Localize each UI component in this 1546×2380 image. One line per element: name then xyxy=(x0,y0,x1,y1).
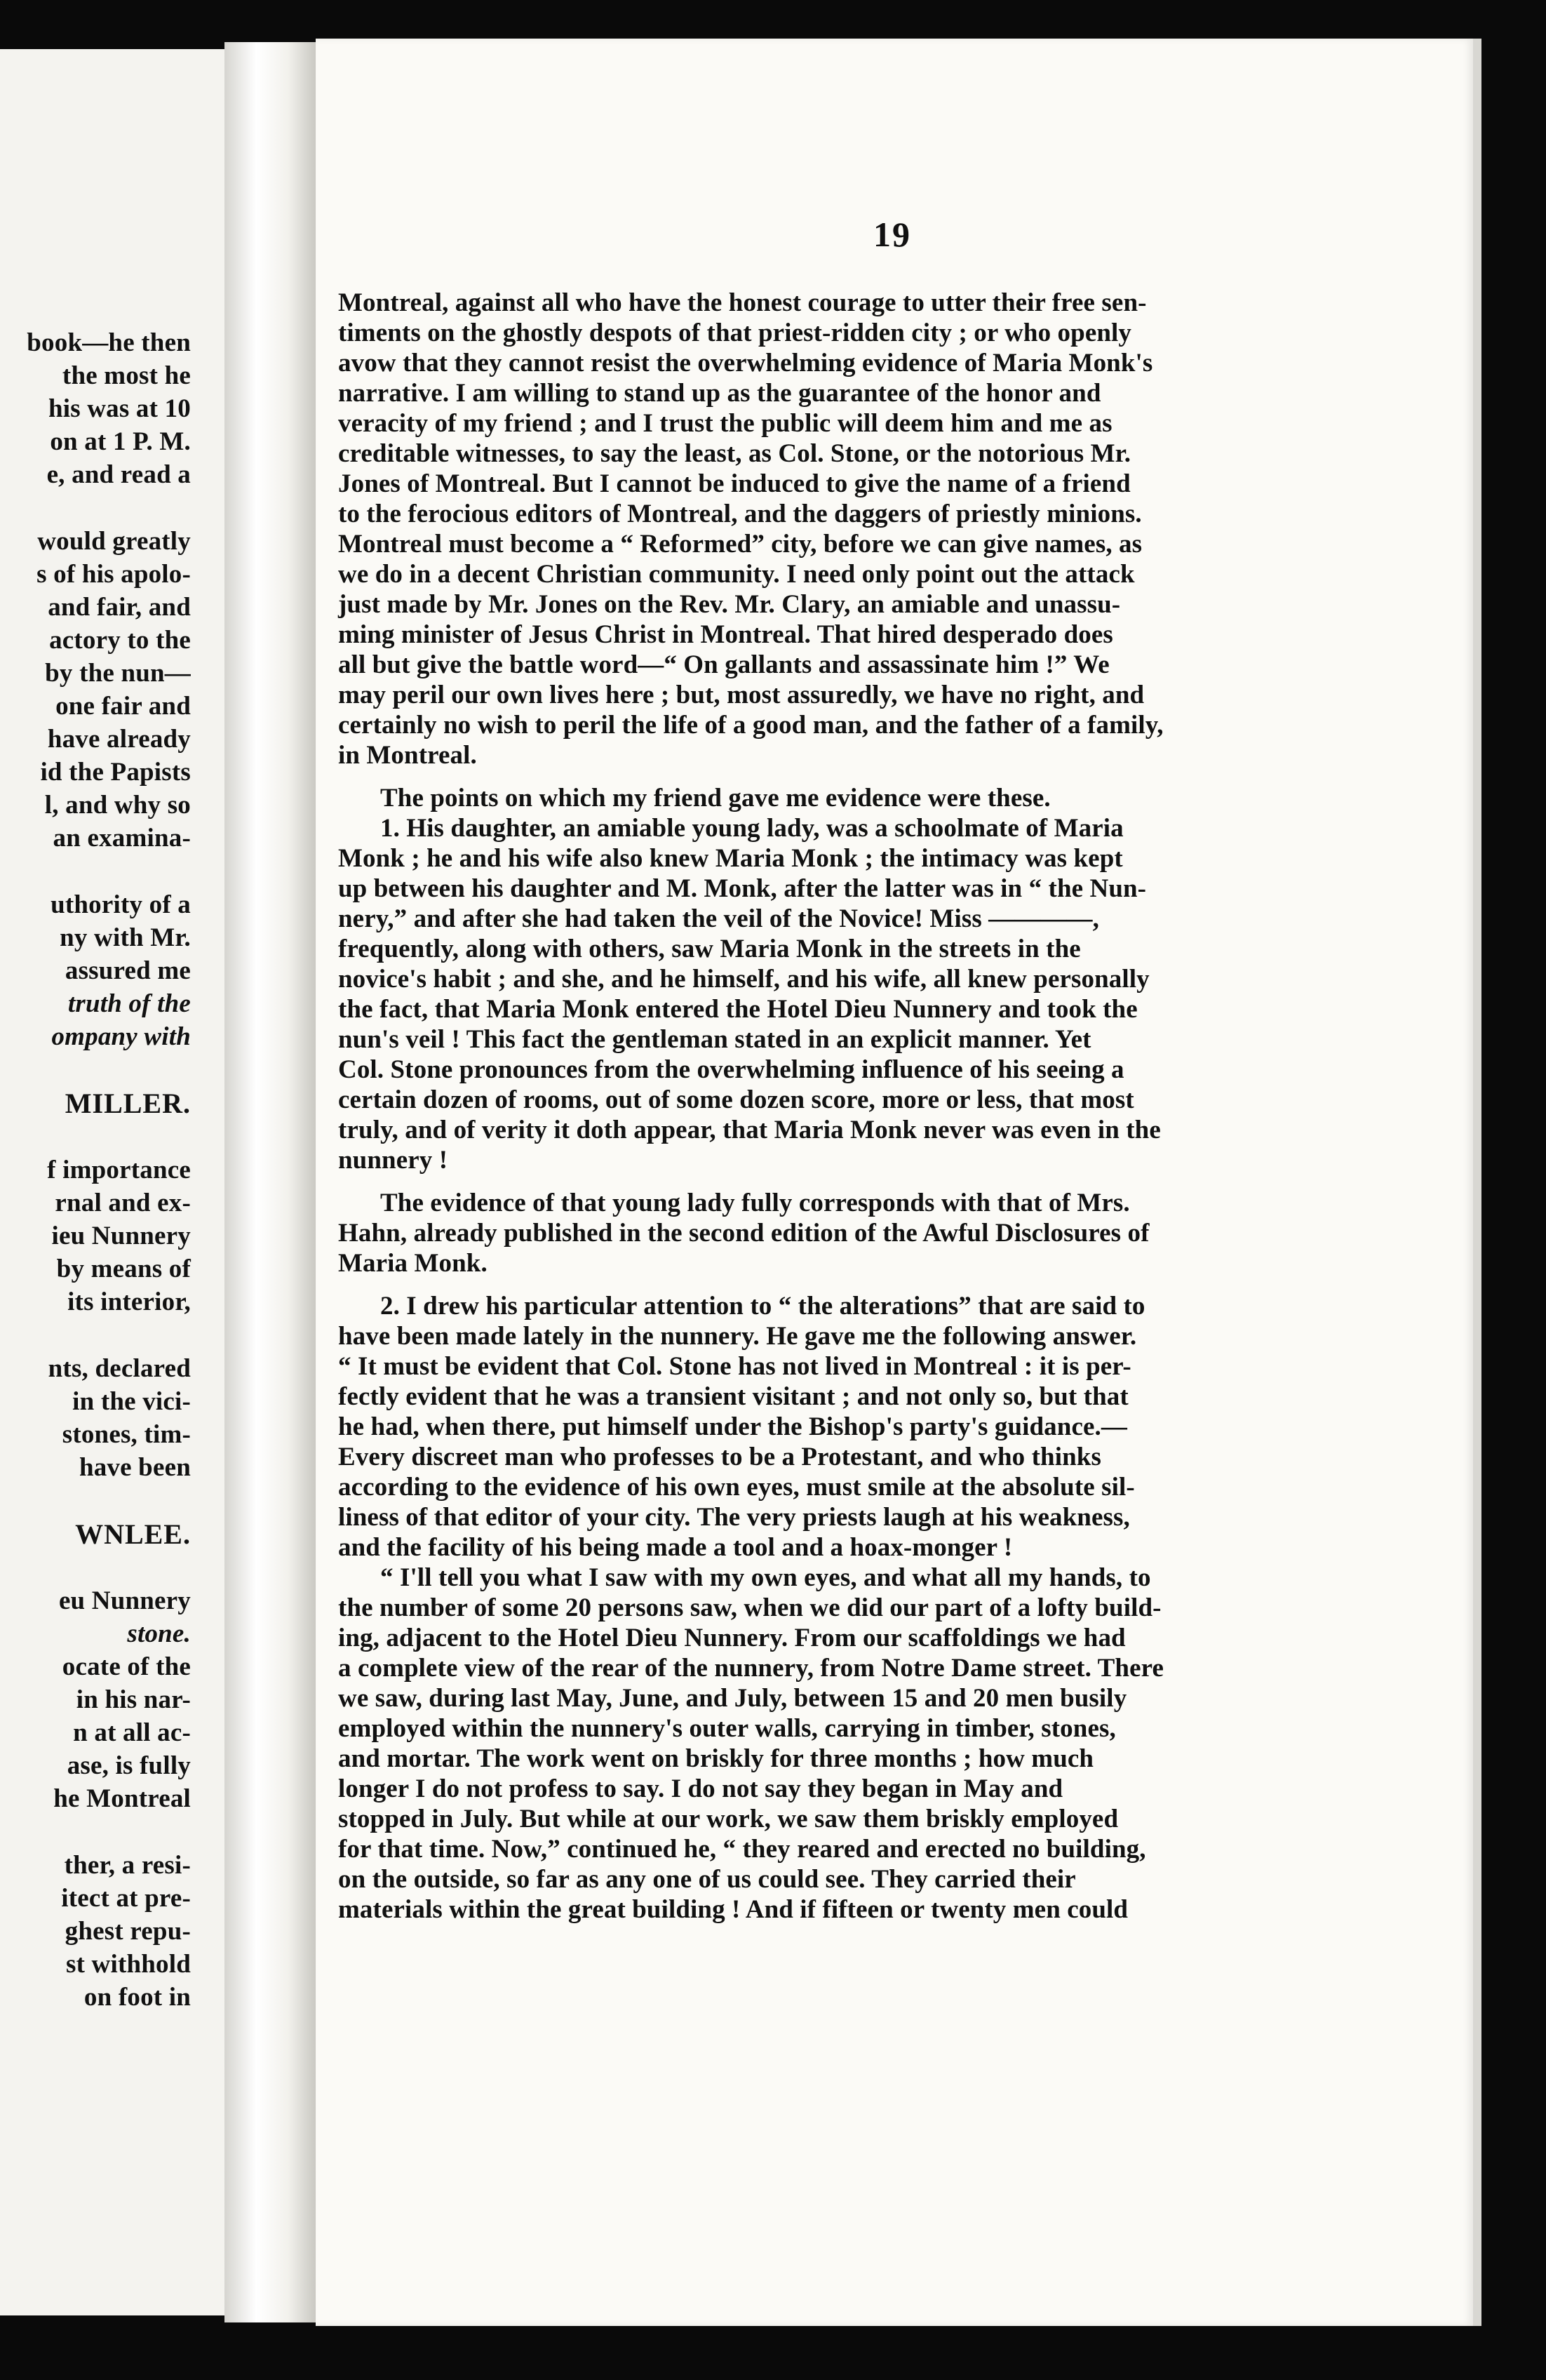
text-line: timents on the ghostly despots of that priest-ridden city ; or who openly xyxy=(338,319,1132,347)
left-text-line: by means of xyxy=(56,1255,191,1283)
left-text-line: ase, is fully xyxy=(67,1751,191,1780)
left-text-line: truth of the xyxy=(67,989,191,1018)
left-text-line: e, and read a xyxy=(46,460,191,489)
left-text-line: uthority of a xyxy=(51,890,191,919)
left-text-line: l, and why so xyxy=(44,791,191,820)
text-line: certain dozen of rooms, out of some dozen score, more or less, that most xyxy=(338,1085,1134,1114)
left-text-line: ompany with xyxy=(51,1022,191,1051)
page-edge xyxy=(1473,39,1481,2326)
left-text-line: itect at pre- xyxy=(61,1884,191,1913)
left-text-line: n at all ac- xyxy=(73,1718,191,1747)
text-line: fectly evident that he was a transient visitant ; and not only so, but that xyxy=(338,1382,1129,1411)
text-line: truly, and of verity it doth appear, that Maria Monk never was even in the xyxy=(338,1116,1161,1144)
text-line: to the ferocious editors of Montreal, and the daggers of priestly minions. xyxy=(338,500,1142,528)
left-text-line: stones, tim- xyxy=(62,1420,191,1449)
text-line: Monk ; he and his wife also knew Maria Monk ; the intimacy was kept xyxy=(338,844,1123,873)
text-line: for that time. Now,” continued he, “ they reared and erected no building, xyxy=(338,1835,1146,1864)
text-line: nunnery ! xyxy=(338,1146,448,1175)
text-line: liness of that editor of your city. The very priests laugh at his weakness, xyxy=(338,1503,1130,1532)
text-line: novice's habit ; and she, and he himself, and his wife, all knew personally xyxy=(338,965,1150,994)
text-line: Maria Monk. xyxy=(338,1249,488,1278)
text-line: and the facility of his being made a tool and a hoax-monger ! xyxy=(338,1533,1013,1562)
left-text-line: rnal and ex- xyxy=(55,1189,191,1217)
left-text-line: have already xyxy=(47,725,191,754)
text-line: according to the evidence of his own eyes, must smile at the absolute sil- xyxy=(338,1473,1135,1502)
text-line: and mortar. The work went on briskly for three months ; how much xyxy=(338,1744,1094,1773)
left-text-line: WNLEE. xyxy=(75,1518,191,1550)
text-line: Jones of Montreal. But I cannot be induced to give the name of a friend xyxy=(338,469,1131,498)
text-line: Hahn, already published in the second edition of the Awful Disclosures of xyxy=(338,1219,1150,1248)
left-text-line: assured me xyxy=(65,956,191,985)
left-text-line: ny with Mr. xyxy=(60,923,191,952)
left-text-line: the most he xyxy=(62,361,191,390)
left-text-line: on foot in xyxy=(83,1983,191,2012)
book-gutter xyxy=(224,42,316,2322)
text-line: narrative. I am willing to stand up as the guarantee of the honor and xyxy=(338,379,1101,408)
left-text-line: and fair, and xyxy=(48,593,191,622)
text-line: creditable witnesses, to say the least, as Col. Stone, or the notorious Mr. xyxy=(338,439,1131,468)
text-line: nun's veil ! This fact the gentleman stated in an explicit manner. Yet xyxy=(338,1025,1091,1054)
text-line: in Montreal. xyxy=(338,741,477,770)
left-text-line: ther, a resi- xyxy=(64,1851,191,1880)
left-text-line: an examina- xyxy=(53,824,191,853)
text-line: longer I do not profess to say. I do not say they began in May and xyxy=(338,1774,1063,1803)
text-line: a complete view of the rear of the nunnery, from Notre Dame street. There xyxy=(338,1654,1164,1683)
text-line: may peril our own lives here ; but, most assuredly, we have no right, and xyxy=(338,681,1145,709)
left-text-line: have been xyxy=(79,1453,191,1482)
text-line: Montreal, against all who have the honest courage to utter their free sen- xyxy=(338,288,1147,317)
text-line: Every discreet man who professes to be a Protestant, and who thinks xyxy=(338,1443,1101,1471)
left-text-line: on at 1 P. M. xyxy=(50,427,191,456)
text-line: just made by Mr. Jones on the Rev. Mr. Clary, an amiable and unassu- xyxy=(338,590,1121,619)
text-line: “ It must be evident that Col. Stone has not lived in Montreal : it is per- xyxy=(338,1352,1131,1381)
text-line: we do in a decent Christian community. I need only point out the attack xyxy=(338,560,1135,589)
left-page xyxy=(0,49,224,2315)
page-number: 19 xyxy=(873,215,911,254)
text-line: on the outside, so far as any one of us could see. They carried their xyxy=(338,1865,1076,1894)
text-line: The points on which my friend gave me evidence were these. xyxy=(380,784,1051,813)
text-line: The evidence of that young lady fully corresponds with that of Mrs. xyxy=(380,1189,1130,1217)
text-line: ing, adjacent to the Hotel Dieu Nunnery. From our scaffoldings we had xyxy=(338,1624,1126,1652)
left-text-line: actory to the xyxy=(49,626,191,655)
text-line: he had, when there, put himself under the Bishop's party's guidance.— xyxy=(338,1412,1127,1441)
text-line: frequently, along with others, saw Maria Monk in the streets in the xyxy=(338,935,1081,963)
left-text-line: nts, declared xyxy=(48,1354,191,1383)
text-line: “ I'll tell you what I saw with my own eyes, and what all my hands, to xyxy=(380,1563,1151,1592)
text-line: ming minister of Jesus Christ in Montreal. That hired desperado does xyxy=(338,620,1113,649)
left-text-line: ocate of the xyxy=(62,1652,191,1681)
left-page-text xyxy=(0,326,191,2014)
left-text-line: would greatly xyxy=(37,527,191,556)
text-line: Montreal must become a “ Reformed” city, before we can give names, as xyxy=(338,530,1143,559)
text-line: 2. I drew his particular attention to “ the alterations” that are said to xyxy=(380,1292,1145,1321)
text-line: we saw, during last May, June, and July, between 15 and 20 men busily xyxy=(338,1684,1127,1713)
right-page-text xyxy=(338,288,1362,1925)
left-text-line: id the Papists xyxy=(40,758,191,787)
left-text-line: by the nun— xyxy=(45,659,191,688)
left-text-line: in his nar- xyxy=(76,1685,191,1714)
text-line: the fact, that Maria Monk entered the Hotel Dieu Nunnery and took the xyxy=(338,995,1138,1024)
left-text-line: f importance xyxy=(47,1156,191,1184)
text-line: have been made lately in the nunnery. He gave me the following answer. xyxy=(338,1322,1137,1351)
text-line: up between his daughter and M. Monk, after the latter was in “ the Nun- xyxy=(338,874,1147,903)
left-text-line: s of his apolo- xyxy=(36,560,191,589)
left-text-line: his was at 10 xyxy=(48,394,191,423)
text-line: all but give the battle word—“ On gallants and assassinate him !” We xyxy=(338,650,1110,679)
left-text-line: eu Nunnery xyxy=(58,1586,191,1615)
left-text-line: in the vici- xyxy=(72,1387,191,1416)
left-text-line: MILLER. xyxy=(65,1088,191,1119)
text-line: materials within the great building ! And if fifteen or twenty men could xyxy=(338,1895,1129,1924)
text-line: stopped in July. But while at our work, we saw them briskly employed xyxy=(338,1805,1119,1833)
left-text-line: stone. xyxy=(127,1619,191,1648)
text-line: employed within the nunnery's outer walls, carrying in timber, stones, xyxy=(338,1714,1116,1743)
text-line: certainly no wish to peril the life of a good man, and the father of a family, xyxy=(338,711,1164,740)
left-text-line: its interior, xyxy=(67,1288,191,1316)
text-line: Col. Stone pronounces from the overwhelming influence of his seeing a xyxy=(338,1055,1124,1084)
text-line: nery,” and after she had taken the veil of the Novice! Miss ————, xyxy=(338,904,1099,933)
left-text-line: ghest repu- xyxy=(65,1917,191,1946)
text-line: the number of some 20 persons saw, when we did our part of a lofty build- xyxy=(338,1593,1162,1622)
text-line: avow that they cannot resist the overwhelming evidence of Maria Monk's xyxy=(338,349,1153,377)
left-text-line: ieu Nunnery xyxy=(51,1222,191,1250)
left-text-line: he Montreal xyxy=(53,1784,191,1813)
text-line: 1. His daughter, an amiable young lady, was a schoolmate of Maria xyxy=(380,814,1124,843)
left-text-line: one fair and xyxy=(55,692,191,721)
text-line: veracity of my friend ; and I trust the public will deem him and me as xyxy=(338,409,1113,438)
left-text-line: book—he then xyxy=(27,328,191,357)
left-text-line: st withhold xyxy=(65,1950,191,1979)
